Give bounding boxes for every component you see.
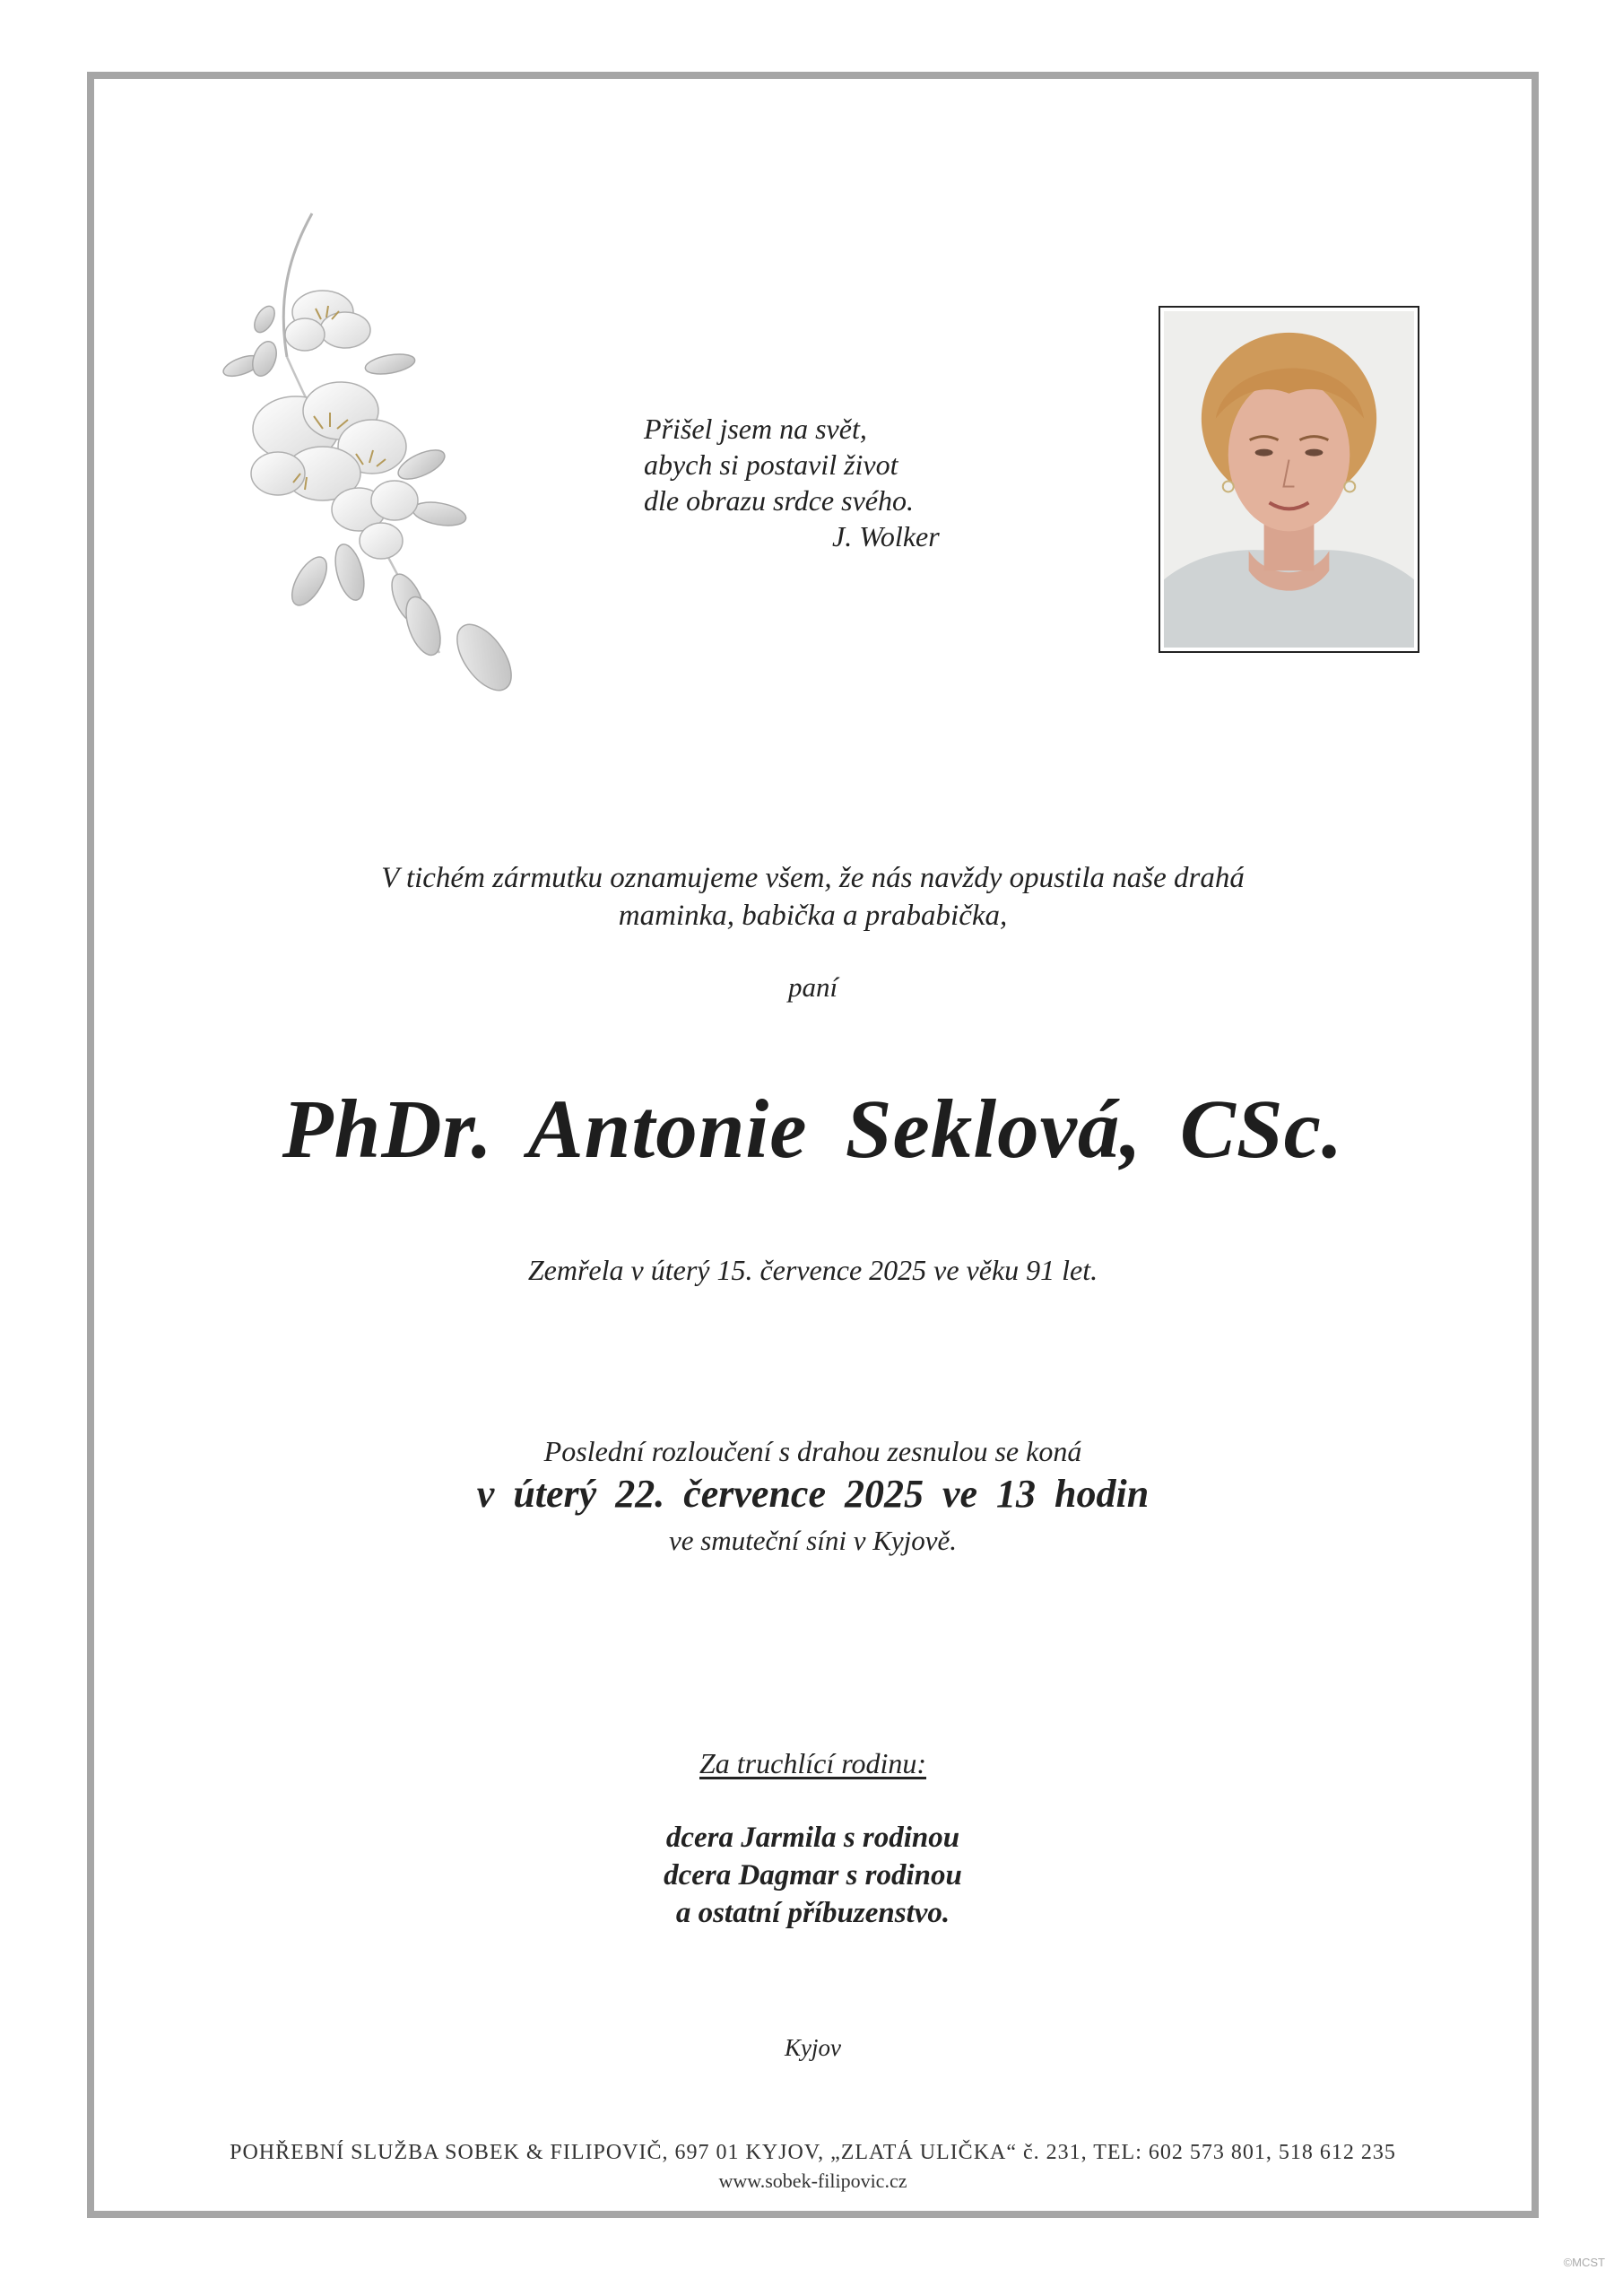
quote-line: Přišel jsem na svět, [644,413,867,445]
quote-line: dle obrazu srdce svého. [644,484,914,517]
city: Kyjov [785,2034,841,2061]
deceased-name: PhDr. Antonie Seklová, CSc. [282,1083,1344,1176]
watermark: ©MCST [1563,2256,1605,2269]
announcement-line: V tichém zármutku oznamujeme všem, že nás navždy opustila naše drahá [381,862,1245,894]
mourners-heading: Za truchlící rodinu: [699,1747,927,1779]
quote-line: abych si postavil život [644,448,898,481]
portrait-photo [1159,306,1419,653]
salutation: paní [787,971,838,1003]
mourners-list [87,1819,1539,1932]
farewell-date: v úterý 22. července 2025 ve 13 hodin [476,1472,1150,1516]
announcement-line: maminka, babička a prababička, [618,900,1008,932]
quote-block [644,411,940,554]
announcement [87,859,1539,935]
funeral-service-url: www.sobek-filipovic.cz [718,2170,907,2192]
farewell-intro: Poslední rozloučení s drahou zesnulou se koná [543,1435,1082,1467]
death-line: Zemřela v úterý 15. července 2025 ve věku 91 let. [527,1254,1098,1286]
farewell-place: ve smuteční síni v Kyjově. [668,1525,958,1556]
funeral-service-info: POHŘEBNÍ SLUŽBA SOBEK & FILIPOVIČ, 697 01 KYJOV, „ZLATÁ ULIČKA“ č. 231, TEL: 602 573 801, 518 612 235 [230,2141,1396,2164]
quote-author: J. Wolker [832,520,940,552]
flower-branch-icon [215,204,538,707]
mourner-item: dcera Dagmar s rodinou [664,1859,962,1892]
mourner-item: a ostatní příbuzenstvo. [675,1897,950,1929]
mourner-item: dcera Jarmila s rodinou [665,1822,960,1854]
